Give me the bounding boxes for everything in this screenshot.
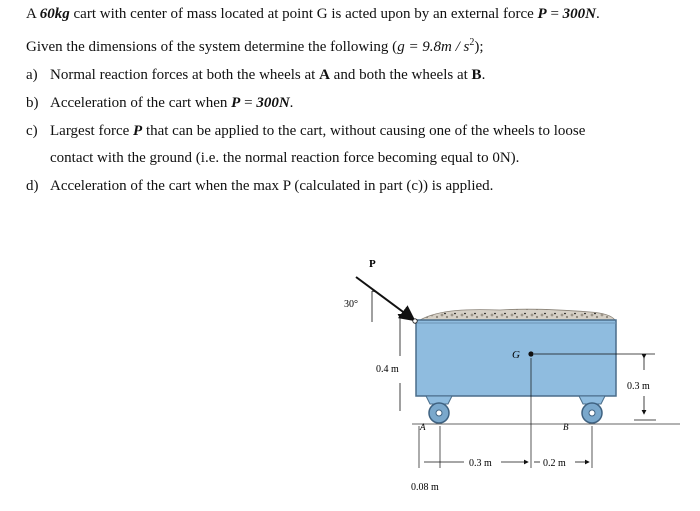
intro-prefix: A: [26, 6, 40, 22]
cart-load: [420, 309, 615, 320]
wheel-b: [579, 396, 605, 423]
given-suffix: );: [474, 39, 484, 55]
mass-value: 60kg: [39, 6, 70, 22]
force-eq: =: [546, 6, 563, 22]
item-c-text-2: that can be applied to the cart, without causing one of the wheels to loose: [142, 123, 586, 139]
item-a-bold-1: A: [319, 67, 330, 83]
dim-right-height-label: 0.3 m: [627, 381, 650, 392]
item-c-text-3: contact with the ground (i.e. the normal reaction force becoming equal to 0N).: [50, 150, 520, 166]
item-c-bold-1: P: [133, 123, 143, 139]
item-b-label: b): [26, 95, 39, 111]
force-contact-point: [413, 319, 417, 323]
item-c-text-1: Largest force: [50, 123, 134, 139]
item-d-text: Acceleration of the cart when the max P (calculated in part (c)) is applied.: [50, 178, 494, 194]
given-prefix: Given the dimensions of the system determine the following (: [26, 39, 398, 55]
item-b-bold-1: P: [231, 95, 241, 111]
item-d-label: d): [26, 178, 39, 194]
force-arrow: [356, 277, 414, 320]
dim-g-to-b-label: 0.2 m: [543, 458, 566, 469]
force-label: P: [369, 258, 376, 270]
center-of-mass-label: G: [512, 349, 520, 361]
dim-a-to-g-label: 0.3 m: [469, 458, 492, 469]
wheel-a: [426, 396, 452, 423]
force-value: 300N: [562, 6, 596, 22]
item-b-bold-2: 300N: [256, 95, 290, 111]
item-b-text-2: =: [240, 95, 257, 111]
force-symbol: P: [537, 6, 547, 22]
center-of-mass-point: [528, 351, 533, 356]
gravity-expression: g = 9.8m / s: [397, 39, 470, 55]
wheel-b-label: B: [563, 422, 569, 432]
item-c-label: c): [26, 123, 38, 139]
dim-left-height-label: 0.4 m: [376, 364, 399, 375]
intro-end: .: [596, 6, 600, 22]
angle-label: 30°: [344, 299, 358, 310]
item-b-text-1: Acceleration of the cart when: [50, 95, 232, 111]
item-a-bold-2: B: [471, 67, 482, 83]
item-b-text-3: .: [289, 95, 294, 111]
wheel-a-label: A: [420, 422, 426, 432]
intro-mid: cart with center of mass located at point G is acted upon by an external force: [69, 6, 538, 22]
gravity-exponent: 2: [469, 37, 475, 48]
item-a-text-2: and both the wheels at: [329, 67, 472, 83]
item-a-label: a): [26, 67, 38, 83]
item-a-text-1: Normal reaction forces at both the wheels at: [50, 67, 320, 83]
item-a-text-3: .: [481, 67, 486, 83]
dim-offset-label: 0.08 m: [411, 482, 439, 493]
